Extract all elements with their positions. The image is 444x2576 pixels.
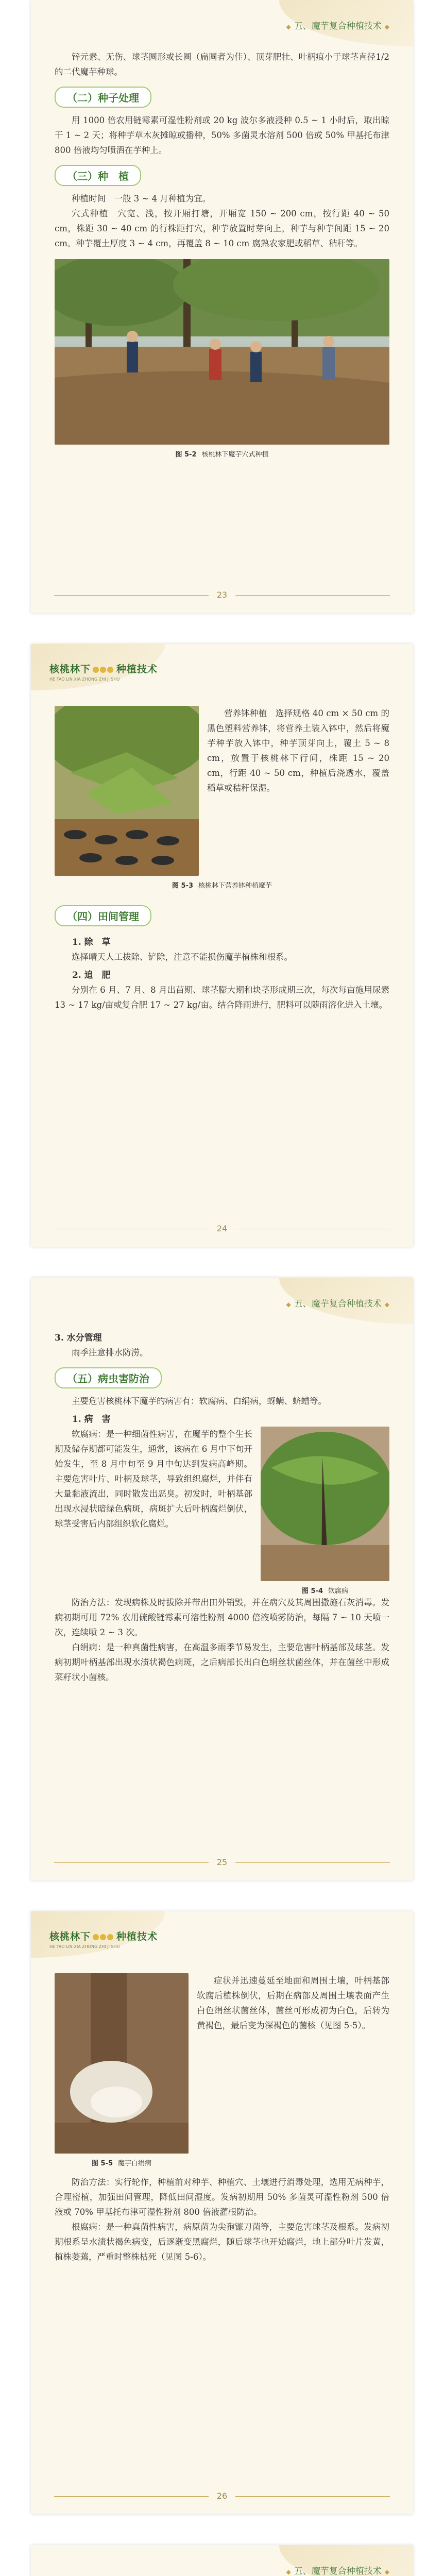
paragraph-planting-method: 穴式种植 穴宽、浅，按开厢打塘，开厢宽 150 ~ 200 cm，按行距 40 ~ 50 cm，株距 30 ~ 40 cm 的行株距打穴，种芋放置时芽向上，种芋与种芋间距 15 ~ 20 cm。种芋覆土厚度 3 ~ 4 cm，再覆盖 8 ~ 10 cm 腐熟农家肥或稻草、秸秆等。 [55,209,389,248]
paragraph-soft-rot-control: 防治方法：发现病株及时拔除并带出田外销毁，并在病穴及其周围撒施石灰消毒。发病初期可用 72% 农用硫酸链霉素可溶性粉剂 4000 倍液喷雾防治，每隔 7 ~ 10 天喷一次，连续喷 2 ~ 3 次。 [55,1598,389,1637]
page-number: 25 [31,1857,413,1867]
page-number: 26 [31,2491,413,2501]
running-header-book: 核桃林下 种植技术 HE TAO LIN XIA ZHONG ZHI JI SHU [49,664,158,682]
paragraph-water: 雨季注意排水防涝。 [72,1348,148,1358]
paragraph-soft-rot: 软腐病：是一种细菌性病害，在魔芋的整个生长期及储存期都可能发生，通常，该病在 6 月中下旬开始发生，至 8 月中旬至 9 月中旬达到发病高峰期。主要危害叶片、叶柄及球茎，导致组织腐烂，并伴有大量黏液流出，同时散发出恶臭。初发时，叶柄基部出现水浸状暗绿色病斑，病斑扩大后叶柄腐烂倒伏，球茎受害后内部组织软化腐烂。 [55,1429,252,1529]
section-heading-field-management: （四）田间管理 [55,905,151,926]
running-header: ◆ 五、魔芋复合种植技术 ◆ [286,2566,389,2576]
subheading-weeding: 1. 除 草 [72,937,111,947]
photo-soft-rot [261,1427,389,1581]
paragraph-intro: 锌元素、无伤、球茎圆形或长圆（扁圆者为佳）、顶芽肥壮、叶柄痕小于球茎直径1/2的二代魔芋种球。 [55,52,389,77]
paragraph-main-pests: 主要危害核桃林下魔芋的病害有：软腐病、白绢病，蚜螨、蛴螬等。 [72,1396,327,1406]
paragraph-weeding: 选择晴天人工拔除、铲除，注意不能损伤魔芋植株和根系。 [72,952,293,962]
figure-caption: 图 5-3 核桃林下营养钵种植魔芋 [172,882,272,890]
photo-tray-planting [55,706,199,876]
photo-hole-planting [55,259,389,445]
paragraph-white-rot-continued: 症状并迅速蔓延至地面和周围土壤，叶柄基部软腐后植株倒伏，后期在病部及周围土壤表面产生白色绢丝状菌丝体，菌丝可形成初为白色，后转为黄褐色，最后变为深褐色的菌核（见图 5-5）。 [197,1976,389,2030]
tray-photo-illustration [55,706,199,876]
leaf-dots-icon [93,1934,114,1940]
running-header: ◆ 五、魔芋复合种植技术 ◆ [286,21,389,31]
running-header-book: 核桃林下 种植技术 HE TAO LIN XIA ZHONG ZHI JI SHU [49,1931,158,1949]
section-heading-planting: （三）种 植 [55,165,141,186]
page-number: 23 [31,590,413,600]
page-24 [31,644,413,1247]
subheading-fertilizing: 2. 追 肥 [72,970,111,980]
photo-white-rot [55,1973,189,2154]
subheading-water: 3. 水分管理 [55,1333,102,1343]
page-23 [31,0,413,613]
paragraph-white-rot-control: 防治方法：实行轮作，种植前对种芋、种植穴、土壤进行消毒处理，选用无病种芋，合理密植，加强田间管理，降低田间湿度。发病初期用 50% 多菌灵可湿性粉剂 500 倍液或 70% 甲基托布津可湿性粉剂 800 倍液灌根防治。 [55,2177,389,2217]
leaf-dots-icon [93,667,114,673]
soft-rot-photo-illustration [261,1427,389,1581]
page-26 [31,1911,413,2514]
page-number: 24 [31,1224,413,1233]
figure-caption: 图 5-2 核桃林下魔芋穴式种植 [175,451,269,459]
paragraph-white-rot: 白绢病：是一种真菌性病害，在高温多雨季节易发生，主要危害叶柄基部及球茎。发病初期叶柄基部出现水渍状褐色病斑，之后病部长出白色绢丝状菌丝体，并在菌丝中形成菜籽状小菌核。 [55,1642,389,1682]
white-rot-photo-illustration [55,1973,189,2154]
subheading-diseases: 1. 病 害 [72,1414,111,1425]
paragraph-fertilizing: 分别在 6 月、7 月、8 月出苗期、球茎膨大期和块茎形成期三次，每次每亩施用尿素 13 ~ 17 kg/亩或复合肥 17 ~ 27 kg/亩。结合降雨进行，肥料可以随雨溶化进入土壤。 [55,985,389,1010]
field-photo-illustration [55,259,389,445]
section-heading-pest-control: （五）病虫害防治 [55,1367,162,1388]
running-header: ◆ 五、魔芋复合种植技术 ◆ [286,1299,389,1309]
section-heading-seed: （二）种子处理 [55,87,151,108]
figure-caption: 图 5-5 魔芋白绢病 [91,2160,152,2167]
paragraph-seed: 用 1000 倍农用链霉素可湿性粉剂或 20 kg 波尔多液浸种 0.5 ~ 1 小时后，取出晾干 1 ~ 2 天；将种芋草木灰摊晾或播种，50% 多菌灵水溶剂 500 倍或 50% 甲基托布津 800 倍液均匀喷洒在芋种上。 [55,115,389,155]
page-25 [31,1278,413,1880]
paragraph-planting-time: 种植时间 一般 3 ~ 4 月种植为宜。 [72,194,211,204]
figure-caption: 图 5-4 软腐病 [301,1587,349,1595]
paragraph-root-rot: 根腐病：是一种真菌性病害，病原菌为尖孢镰刀菌等，主要危害球茎及根系。发病初期根系呈水渍状褐色病变，后逐渐变黑腐烂，随后球茎也开始腐烂，地上部分叶片发黄，植株萎蔫，严重时整株枯死（见图 5-6）。 [55,2222,389,2262]
page-27 [31,2545,413,2576]
paragraph-tray-planting: 营养钵种植 选择规格 40 cm × 50 cm 的黑色塑料营养钵，将营养土装入钵中，然后将魔芋种芋放入钵中，种芋顶芽向上，覆土 5 ~ 8 cm，放置于核桃林下行间，株距 15 ~ 20 cm，行距 40 ~ 50 cm，种植后浇透水，覆盖稻草或秸秆保湿。 [207,708,389,793]
